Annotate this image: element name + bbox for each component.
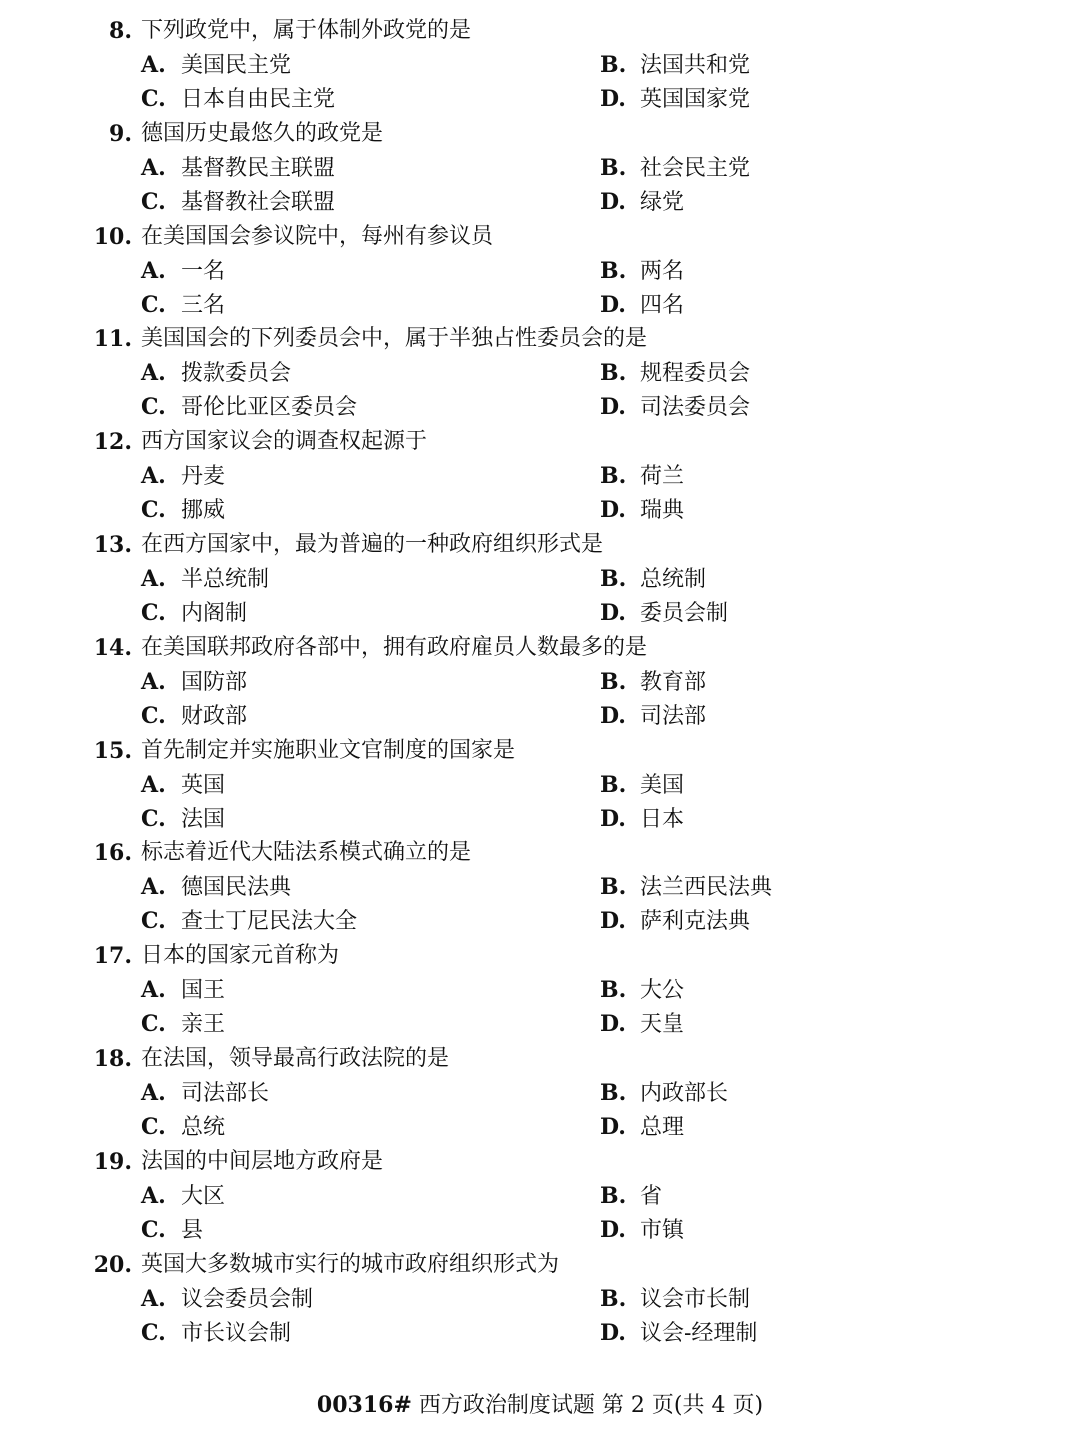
option-letter: A. bbox=[141, 977, 166, 1004]
option-text: 基督教社会联盟 bbox=[181, 189, 336, 215]
question-text: 美国国会的下列委员会中，属于半独占性委员会的是 bbox=[141, 326, 648, 352]
option-text: 绿党 bbox=[640, 189, 685, 215]
question-number: 15. bbox=[93, 737, 132, 764]
question-text: 在美国联邦政府各部中，拥有政府雇员人数最多的是 bbox=[141, 634, 648, 660]
answer-option bbox=[600, 596, 728, 631]
option-text: 国王 bbox=[181, 978, 226, 1004]
question-list bbox=[0, 14, 1080, 1350]
option-letter: C. bbox=[141, 702, 166, 729]
option-letter: D. bbox=[600, 1011, 626, 1038]
answer-option bbox=[141, 973, 225, 1008]
question-number: 17. bbox=[93, 943, 132, 970]
question-text: 英国大多数城市实行的城市政府组织形式为 bbox=[141, 1251, 560, 1277]
option-text: 委员会制 bbox=[640, 600, 729, 626]
answer-option bbox=[600, 870, 772, 905]
question-text: 日本的国家元首称为 bbox=[141, 943, 340, 969]
option-text: 司法部 bbox=[640, 703, 707, 729]
question-text: 在美国国会参议院中，每州有参议员 bbox=[141, 223, 494, 249]
answer-option bbox=[600, 82, 750, 117]
option-row bbox=[0, 288, 1080, 322]
option-text: 四名 bbox=[640, 292, 685, 318]
answer-option bbox=[600, 356, 750, 391]
answer-option bbox=[141, 185, 335, 220]
footer-code: 00316# bbox=[316, 1392, 412, 1418]
option-text: 天皇 bbox=[640, 1012, 685, 1038]
question-number: 20. bbox=[93, 1251, 132, 1278]
option-letter: C. bbox=[141, 188, 166, 215]
question-number: 13. bbox=[93, 531, 132, 558]
option-text: 议会委员会制 bbox=[181, 1286, 314, 1312]
option-text: 英国 bbox=[181, 772, 226, 798]
option-row bbox=[0, 596, 1080, 630]
answer-option bbox=[141, 151, 335, 186]
option-row bbox=[0, 768, 1080, 802]
question-item bbox=[0, 1145, 1080, 1248]
footer-page-info: 第 2 页(共 4 页) bbox=[601, 1393, 764, 1418]
answer-option bbox=[600, 904, 750, 939]
option-text: 市镇 bbox=[640, 1217, 685, 1243]
answer-option bbox=[141, 870, 291, 905]
option-row bbox=[0, 390, 1080, 424]
option-row bbox=[0, 459, 1080, 493]
answer-option bbox=[600, 459, 684, 494]
option-row bbox=[0, 904, 1080, 938]
answer-option bbox=[141, 802, 225, 837]
answer-option bbox=[141, 1110, 225, 1145]
question-number: 10. bbox=[93, 223, 132, 250]
option-letter: A. bbox=[141, 463, 166, 490]
option-letter: D. bbox=[600, 86, 626, 112]
option-text: 内政部长 bbox=[640, 1080, 729, 1106]
answer-option bbox=[141, 665, 247, 700]
answer-option bbox=[600, 665, 706, 700]
question-number: 19. bbox=[93, 1148, 132, 1175]
option-letter: D. bbox=[600, 599, 626, 626]
option-letter: D. bbox=[600, 702, 626, 729]
answer-option bbox=[141, 390, 357, 425]
option-letter: D. bbox=[600, 1319, 626, 1346]
question-number: 11. bbox=[93, 326, 132, 353]
option-letter: A. bbox=[141, 565, 166, 592]
option-row bbox=[0, 665, 1080, 699]
option-row bbox=[0, 1213, 1080, 1247]
answer-option bbox=[141, 1282, 313, 1317]
question-text: 标志着近代大陆法系模式确立的是 bbox=[141, 840, 472, 866]
option-letter: B. bbox=[600, 360, 627, 387]
option-text: 总统 bbox=[181, 1114, 226, 1140]
option-row bbox=[0, 1110, 1080, 1144]
option-letter: B. bbox=[600, 874, 627, 901]
option-letter: A. bbox=[141, 154, 166, 181]
answer-option bbox=[141, 48, 291, 83]
option-text: 英国国家党 bbox=[640, 87, 751, 112]
option-row bbox=[0, 1282, 1080, 1316]
question-number: 18. bbox=[93, 1045, 132, 1072]
question-item bbox=[0, 322, 1080, 425]
answer-option bbox=[141, 1076, 269, 1111]
option-letter: A. bbox=[141, 874, 166, 901]
option-letter: C. bbox=[141, 1216, 166, 1243]
question-text: 在西方国家中，最为普遍的一种政府组织形式是 bbox=[141, 531, 604, 557]
option-letter: A. bbox=[141, 771, 166, 798]
answer-option bbox=[141, 1179, 225, 1214]
question-text: 在法国，领导最高行政法院的是 bbox=[141, 1045, 450, 1071]
answer-option bbox=[141, 288, 225, 323]
answer-option bbox=[141, 1007, 225, 1042]
option-text: 拨款委员会 bbox=[181, 361, 292, 387]
option-letter: A. bbox=[141, 668, 166, 695]
option-text: 荷兰 bbox=[640, 464, 685, 490]
option-letter: B. bbox=[600, 52, 627, 78]
option-letter: D. bbox=[600, 908, 626, 935]
option-row bbox=[0, 493, 1080, 527]
option-row bbox=[0, 151, 1080, 185]
option-row bbox=[0, 82, 1080, 116]
question-item bbox=[0, 939, 1080, 1042]
answer-option bbox=[600, 1213, 684, 1248]
question-item bbox=[0, 836, 1080, 939]
option-letter: D. bbox=[600, 188, 626, 215]
option-letter: C. bbox=[141, 497, 166, 524]
page-footer bbox=[0, 1388, 1080, 1423]
option-text: 挪威 bbox=[181, 498, 226, 524]
option-row bbox=[0, 254, 1080, 288]
option-text: 半总统制 bbox=[181, 566, 270, 592]
option-letter: B. bbox=[600, 257, 627, 284]
question-number: 9. bbox=[109, 120, 132, 147]
option-text: 省 bbox=[640, 1183, 663, 1209]
option-row bbox=[0, 562, 1080, 596]
question-item bbox=[0, 734, 1080, 837]
question-item bbox=[0, 117, 1080, 220]
answer-option bbox=[600, 254, 684, 289]
option-letter: B. bbox=[600, 1182, 627, 1209]
option-row bbox=[0, 699, 1080, 733]
option-letter: C. bbox=[141, 908, 166, 935]
answer-option bbox=[141, 356, 291, 391]
option-letter: D. bbox=[600, 394, 626, 421]
option-letter: A. bbox=[141, 360, 166, 387]
answer-option bbox=[600, 768, 684, 803]
question-text: 西方国家议会的调查权起源于 bbox=[141, 429, 428, 455]
answer-option bbox=[600, 562, 706, 597]
question-item bbox=[0, 220, 1080, 323]
option-text: 亲王 bbox=[181, 1012, 226, 1038]
option-letter: B. bbox=[600, 463, 627, 490]
option-text: 司法委员会 bbox=[640, 395, 751, 421]
question-number: 16. bbox=[93, 840, 132, 867]
answer-option bbox=[600, 288, 684, 323]
answer-option bbox=[141, 699, 247, 734]
answer-option bbox=[141, 254, 225, 289]
answer-option bbox=[141, 1316, 291, 1351]
option-text: 国防部 bbox=[181, 669, 248, 695]
option-letter: C. bbox=[141, 1113, 166, 1140]
option-text: 萨利克法典 bbox=[640, 909, 751, 935]
question-item bbox=[0, 1248, 1080, 1351]
question-item bbox=[0, 14, 1080, 117]
answer-option bbox=[600, 185, 684, 220]
answer-option bbox=[600, 699, 706, 734]
answer-option bbox=[141, 82, 335, 117]
option-letter: B. bbox=[600, 1285, 627, 1312]
answer-option bbox=[141, 596, 247, 631]
option-text: 瑞典 bbox=[640, 498, 685, 524]
option-row bbox=[0, 48, 1080, 82]
option-letter: C. bbox=[141, 805, 166, 832]
option-text: 基督教民主联盟 bbox=[181, 155, 336, 181]
option-row bbox=[0, 1316, 1080, 1350]
option-text: 总理 bbox=[640, 1114, 685, 1140]
option-letter: B. bbox=[600, 771, 627, 798]
option-text: 内阁制 bbox=[181, 600, 248, 626]
option-letter: D. bbox=[600, 1113, 626, 1140]
answer-option bbox=[141, 459, 225, 494]
question-number: 8. bbox=[109, 18, 132, 44]
option-text: 一名 bbox=[181, 258, 226, 284]
option-text: 两名 bbox=[640, 258, 685, 284]
option-text: 丹麦 bbox=[181, 464, 226, 490]
option-text: 哥伦比亚区委员会 bbox=[181, 395, 358, 421]
answer-option bbox=[600, 973, 684, 1008]
option-letter: D. bbox=[600, 1216, 626, 1243]
option-text: 日本自由民主党 bbox=[181, 87, 336, 112]
option-letter: B. bbox=[600, 565, 627, 592]
option-letter: A. bbox=[141, 1285, 166, 1312]
option-row bbox=[0, 802, 1080, 836]
answer-option bbox=[141, 562, 269, 597]
question-number: 14. bbox=[93, 634, 132, 661]
option-text: 大公 bbox=[640, 978, 685, 1004]
question-item bbox=[0, 631, 1080, 734]
question-number: 12. bbox=[93, 429, 132, 456]
option-letter: A. bbox=[141, 257, 166, 284]
option-text: 美国 bbox=[640, 772, 685, 798]
option-row bbox=[0, 870, 1080, 904]
answer-option bbox=[600, 151, 750, 186]
option-text: 议会-经理制 bbox=[640, 1320, 758, 1346]
option-letter: C. bbox=[141, 599, 166, 626]
option-row bbox=[0, 185, 1080, 219]
option-text: 司法部长 bbox=[181, 1080, 270, 1106]
answer-option bbox=[600, 1110, 684, 1145]
option-text: 总统制 bbox=[640, 566, 707, 592]
option-text: 法兰西民法典 bbox=[640, 875, 773, 901]
answer-option bbox=[600, 48, 750, 83]
option-letter: A. bbox=[141, 1079, 166, 1106]
option-text: 规程委员会 bbox=[640, 361, 751, 387]
option-letter: B. bbox=[600, 668, 627, 695]
answer-option bbox=[141, 768, 225, 803]
option-letter: C. bbox=[141, 1011, 166, 1038]
option-text: 查士丁尼民法大全 bbox=[181, 909, 358, 935]
answer-option bbox=[600, 1076, 728, 1111]
question-item bbox=[0, 528, 1080, 631]
option-letter: B. bbox=[600, 154, 627, 181]
footer-title: 西方政治制度试题 bbox=[418, 1393, 595, 1418]
option-text: 法国 bbox=[181, 806, 226, 832]
option-row bbox=[0, 1007, 1080, 1041]
option-row bbox=[0, 973, 1080, 1007]
option-text: 美国民主党 bbox=[181, 53, 292, 78]
option-row bbox=[0, 356, 1080, 390]
option-text: 大区 bbox=[181, 1183, 226, 1209]
answer-option bbox=[141, 904, 357, 939]
option-row bbox=[0, 1179, 1080, 1213]
option-letter: C. bbox=[141, 291, 166, 318]
question-item bbox=[0, 1042, 1080, 1145]
answer-option bbox=[600, 390, 750, 425]
option-letter: A. bbox=[141, 1182, 166, 1209]
question-text: 德国历史最悠久的政党是 bbox=[141, 120, 384, 146]
option-letter: C. bbox=[141, 394, 166, 421]
option-text: 社会民主党 bbox=[640, 155, 751, 181]
question-text: 下列政党中，属于体制外政党的是 bbox=[141, 18, 472, 43]
question-text: 法国的中间层地方政府是 bbox=[141, 1148, 384, 1174]
question-item bbox=[0, 425, 1080, 528]
answer-option bbox=[600, 1282, 750, 1317]
answer-option bbox=[141, 1213, 203, 1248]
answer-option bbox=[600, 1007, 684, 1042]
option-letter: D. bbox=[600, 805, 626, 832]
answer-option bbox=[600, 1316, 757, 1351]
option-text: 财政部 bbox=[181, 703, 248, 729]
option-text: 市长议会制 bbox=[181, 1320, 292, 1346]
option-letter: D. bbox=[600, 291, 626, 318]
option-text: 县 bbox=[181, 1217, 204, 1243]
option-text: 议会市长制 bbox=[640, 1286, 751, 1312]
answer-option bbox=[600, 1179, 662, 1214]
option-text: 德国民法典 bbox=[181, 875, 292, 901]
option-letter: A. bbox=[141, 52, 166, 78]
option-letter: B. bbox=[600, 977, 627, 1004]
answer-option bbox=[600, 493, 684, 528]
option-text: 法国共和党 bbox=[640, 53, 751, 78]
option-row bbox=[0, 1076, 1080, 1110]
answer-option bbox=[141, 493, 225, 528]
option-text: 教育部 bbox=[640, 669, 707, 695]
option-letter: C. bbox=[141, 86, 166, 112]
option-letter: B. bbox=[600, 1079, 627, 1106]
option-letter: D. bbox=[600, 497, 626, 524]
answer-option bbox=[600, 802, 684, 837]
option-letter: C. bbox=[141, 1319, 166, 1346]
question-text: 首先制定并实施职业文官制度的国家是 bbox=[141, 737, 516, 763]
option-text: 日本 bbox=[640, 806, 685, 832]
option-text: 三名 bbox=[181, 292, 226, 318]
